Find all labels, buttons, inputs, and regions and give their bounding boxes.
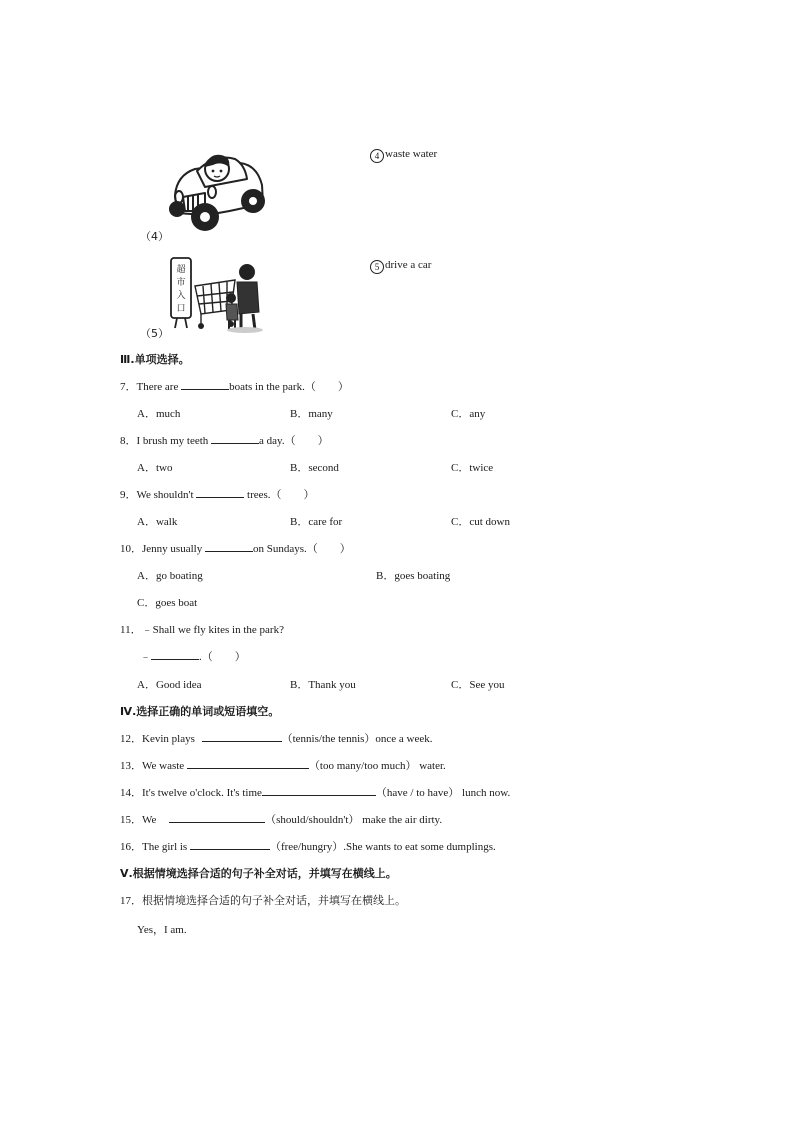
question-15: [120, 811, 442, 827]
q-text: It's twelve o'clock. It's time: [142, 787, 262, 799]
q-text: （too many/too much） water.: [308, 760, 446, 772]
q-text: I brush my teeth: [136, 435, 212, 447]
q-text: trees.（ ）: [244, 489, 315, 501]
q-text: （have / to have） lunch now.: [375, 787, 511, 799]
section-3-heading: Ⅲ.单项选择。: [120, 353, 190, 366]
q-text: We shouldn't: [136, 489, 197, 501]
option-b[interactable]: B．many: [290, 408, 333, 420]
q-text: Kevin plays: [142, 733, 198, 745]
q-text: There are: [136, 381, 182, 393]
section-5-heading: Ⅴ.根据情境选择合适的句子补全对话，并填写在横线上。: [120, 867, 397, 880]
q-num: 10．: [120, 543, 142, 555]
q-text: We: [142, 814, 160, 826]
question-8: [120, 432, 329, 448]
q-text: Jenny usually: [142, 543, 205, 555]
q-text: （tennis/the tennis）once a week.: [281, 733, 433, 745]
q-text: ﹣Shall we fly kites in the park?: [141, 624, 284, 636]
q-num: 16．: [120, 841, 142, 853]
supermarket-trolley-picture: [165, 256, 265, 334]
answer-blank[interactable]: [169, 812, 265, 823]
sign-char: 口: [176, 304, 186, 314]
answer-blank[interactable]: [211, 433, 259, 444]
question-14: [120, 784, 510, 800]
q-text: a day.（ ）: [259, 435, 329, 447]
question-16: [120, 838, 496, 854]
question-9: [120, 486, 315, 502]
q-text: 根据情境选择合适的句子补全对话，并填写在横线上。: [142, 894, 406, 907]
sign-char: 市: [176, 278, 186, 288]
option-c[interactable]: C．cut down: [451, 516, 510, 528]
question-7: [120, 378, 349, 394]
option-a[interactable]: A．go boating: [137, 570, 203, 582]
option-c[interactable]: C．See you: [451, 679, 505, 691]
option-b[interactable]: B．goes boating: [376, 570, 451, 582]
q-text: （free/hungry）.She wants to eat some dumplings.: [269, 841, 496, 853]
answer-blank[interactable]: [187, 758, 309, 769]
option-a[interactable]: A．walk: [137, 516, 178, 528]
circle-number: 5: [370, 260, 384, 274]
option-b[interactable]: B．Thank you: [290, 679, 356, 691]
sign-char: 入: [176, 291, 186, 301]
q-num: 17．: [120, 895, 142, 907]
car-driving-picture: [165, 145, 270, 237]
match-phrase: drive a car: [385, 259, 432, 271]
option-b[interactable]: B．second: [290, 462, 339, 474]
q-text: on Sundays.（ ）: [252, 543, 351, 555]
circle-number: 4: [370, 149, 384, 163]
answer-blank[interactable]: [202, 731, 282, 742]
q-text: （should/shouldn't） make the air dirty.: [265, 814, 443, 826]
answer-blank[interactable]: [181, 379, 229, 390]
question-12: [120, 730, 433, 746]
question-10: [120, 540, 351, 556]
question-13: [120, 757, 446, 773]
section-4-heading: Ⅳ.选择正确的单词或短语填空。: [120, 705, 280, 718]
option-c[interactable]: C．goes boat: [137, 597, 198, 609]
q-num: 7．: [120, 381, 137, 393]
option-a[interactable]: A．two: [137, 462, 173, 474]
q-num: 15．: [120, 814, 142, 826]
match-option-4: [370, 148, 437, 163]
option-b[interactable]: B．care for: [290, 516, 343, 528]
option-c[interactable]: C．any: [451, 408, 486, 420]
question-17: [120, 892, 406, 908]
q-num: 13．: [120, 760, 142, 772]
answer-blank[interactable]: [262, 785, 376, 796]
picture-label-5: （5）: [140, 327, 169, 340]
option-a[interactable]: A．much: [137, 408, 181, 420]
q-num: 9．: [120, 489, 137, 501]
answer-blank[interactable]: [151, 649, 199, 660]
picture-label-4: （4）: [140, 230, 169, 243]
match-phrase: waste water: [385, 148, 438, 160]
answer-blank[interactable]: [196, 487, 244, 498]
q-text: The girl is: [142, 841, 190, 853]
q-num: 14．: [120, 787, 142, 799]
q-num: 11．: [120, 624, 142, 636]
answer-blank[interactable]: [205, 541, 253, 552]
option-a[interactable]: A．Good idea: [137, 679, 202, 691]
q-text: ﹣: [140, 651, 151, 663]
match-option-5: [370, 259, 431, 274]
q-text: We waste: [142, 760, 187, 772]
dialogue-line: Yes，I am.: [137, 924, 187, 936]
sign-char: 超: [176, 265, 186, 275]
question-11-reply: [140, 648, 246, 664]
q-text: .（ ）: [199, 651, 246, 663]
option-c[interactable]: C．twice: [451, 462, 494, 474]
question-11: [120, 621, 284, 637]
q-num: 12．: [120, 733, 142, 745]
q-num: 8．: [120, 435, 137, 447]
q-text: boats in the park.（ ）: [229, 381, 349, 393]
answer-blank[interactable]: [190, 839, 270, 850]
